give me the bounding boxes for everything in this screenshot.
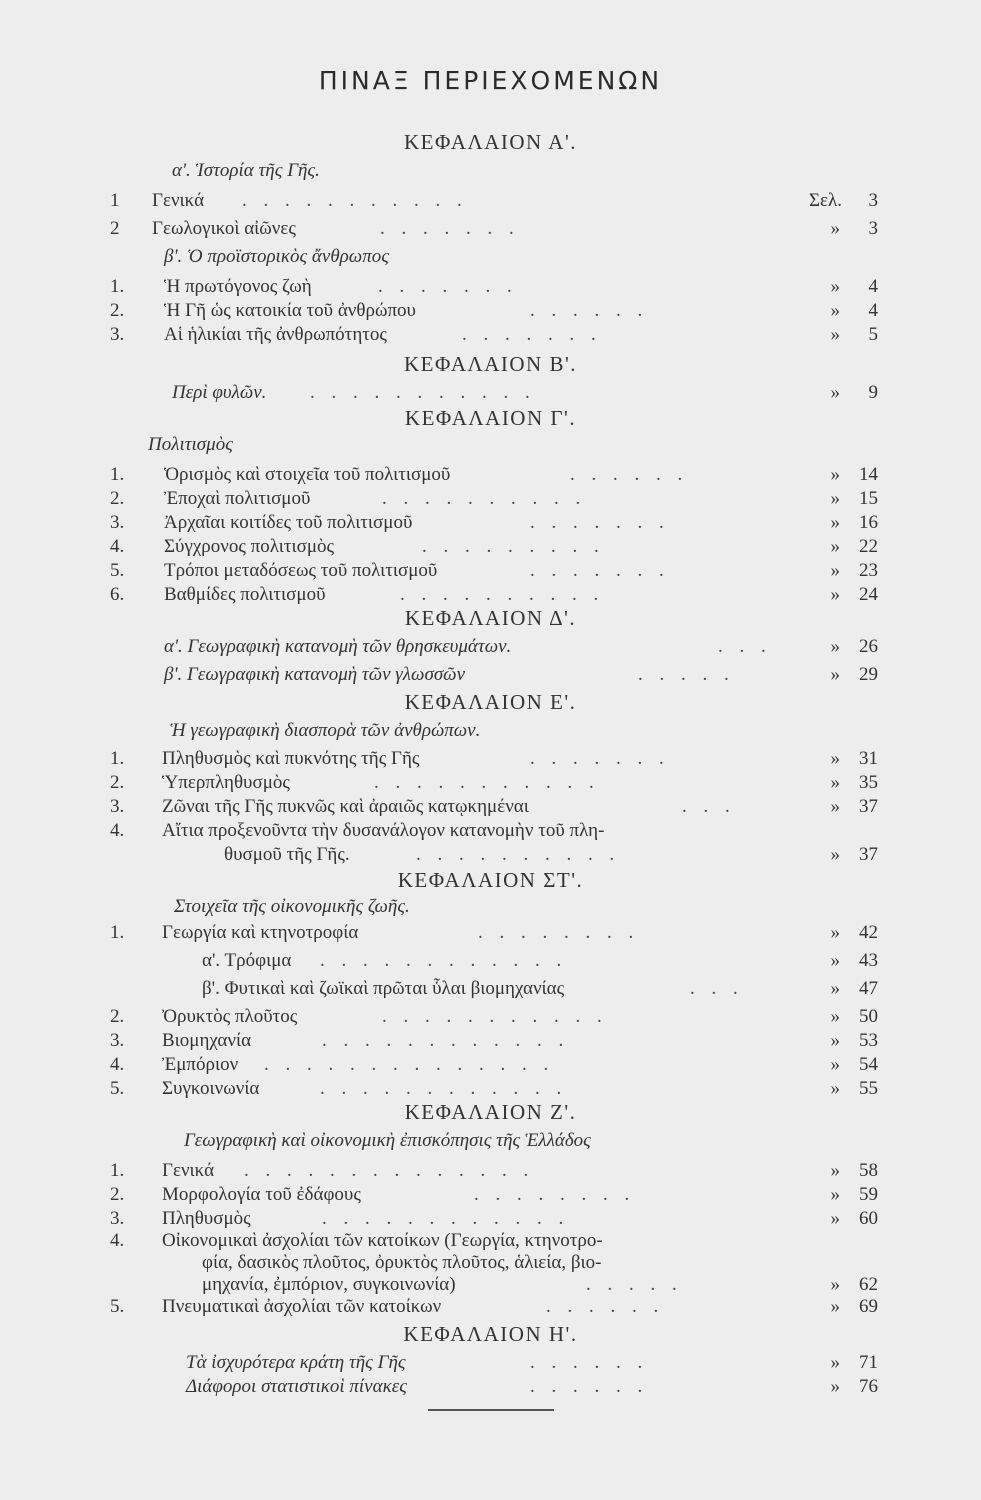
toc-entry[interactable]	[110, 922, 880, 946]
section-heading-z: Γεωγραφικὴ καὶ οἰκονομικὴ ἐπισκόπησις τῆς Ἑλλάδος	[184, 1130, 591, 1151]
chapter-heading-st: ΚΕΦΑΛΑΙΟΝ ΣΤ'.	[397, 868, 584, 892]
entry-number: 3.	[110, 1208, 125, 1229]
toc-entry[interactable]	[110, 324, 880, 348]
page-mark: »	[830, 1006, 840, 1027]
page-number: 60	[859, 1208, 878, 1229]
page-number: 47	[859, 978, 878, 999]
page-number: 69	[859, 1296, 878, 1317]
page-number: 54	[859, 1054, 878, 1075]
entry-title: Οἰκονομικαὶ ἀσχολίαι τῶν κατοίκων (Γεωργία, κτηνοτρο-	[162, 1230, 603, 1251]
leader-dots: . . . . .	[638, 664, 735, 685]
toc-entry[interactable]	[110, 464, 880, 488]
page-number: 26	[859, 636, 878, 657]
entry-title: Σύγχρονος πολιτισμὸς	[164, 536, 335, 557]
toc-entry[interactable]	[110, 978, 880, 1002]
toc-entry[interactable]	[110, 664, 880, 688]
leader-dots: . . .	[718, 636, 772, 657]
chapter-heading-a: ΚΕΦΑΛΑΙΟΝ Α'.	[403, 130, 577, 154]
entry-title: Γεωλογικοὶ αἰῶνες	[152, 218, 296, 239]
toc-entry[interactable]	[110, 276, 880, 300]
toc-entry[interactable]	[110, 1160, 880, 1184]
toc-entry[interactable]	[110, 1208, 880, 1232]
entry-number: 2.	[110, 300, 125, 321]
toc-entry[interactable]	[110, 636, 880, 660]
toc-entry-continued[interactable]	[110, 1274, 880, 1298]
toc-entry[interactable]	[110, 820, 880, 844]
entry-number: 4.	[110, 1054, 125, 1075]
entry-title: Γενικά	[162, 1160, 215, 1181]
leader-dots: . . . . . . .	[378, 276, 518, 297]
entry-number: 1.	[110, 748, 125, 769]
leader-dots: . . . . . . . . . .	[382, 488, 587, 509]
page-number: 23	[859, 560, 878, 581]
page-mark: »	[830, 584, 840, 605]
leader-dots: . . . . . . . . . . .	[374, 772, 600, 793]
entry-number: 2	[110, 218, 120, 239]
leader-dots: . . . . . . .	[380, 218, 520, 239]
entry-title: β'. Γεωγραφικὴ κατανομὴ τῶν γλωσσῶν	[164, 664, 466, 685]
entry-number: 1	[110, 190, 120, 211]
toc-entry[interactable]	[110, 796, 880, 820]
toc-entry[interactable]	[110, 190, 880, 214]
page-mark: »	[830, 772, 840, 793]
page-mark: »	[830, 1184, 840, 1205]
page-mark: »	[830, 1352, 840, 1373]
page-number: 22	[859, 536, 878, 557]
page-mark: »	[830, 300, 840, 321]
page-number: 55	[859, 1078, 878, 1099]
section-heading-e: Ἡ γεωγραφικὴ διασπορὰ τῶν ἀνθρώπων.	[170, 720, 481, 741]
entry-title: Ἐμπόριον	[162, 1054, 239, 1075]
page-mark: »	[830, 1274, 840, 1295]
leader-dots: . . . . . . . .	[474, 1184, 636, 1205]
entry-title-continued: μηχανία, ἐμπόριον, συγκοινωνία)	[202, 1274, 456, 1295]
page-mark: »	[830, 922, 840, 943]
toc-entry[interactable]	[110, 1006, 880, 1030]
section-heading-c: Πολιτισμὸς	[148, 434, 233, 455]
toc-entry[interactable]	[110, 584, 880, 608]
toc-entry[interactable]	[110, 218, 880, 242]
entry-title: Τὰ ἰσχυρότερα κράτη τῆς Γῆς	[186, 1352, 406, 1373]
entry-title: Αἱ ἡλικίαι τῆς ἀνθρωπότητος	[164, 324, 387, 345]
leader-dots: . . . . . . . . .	[422, 536, 605, 557]
entry-title: Ἡ Γῆ ὡς κατοικία τοῦ ἀνθρώπου	[164, 300, 416, 321]
entry-title: Γενικά	[152, 190, 205, 211]
entry-title: Ὑπερπληθυσμὸς	[162, 772, 290, 793]
page-title: ΠΙΝΑΞ ΠΕΡΙΕΧΟΜΕΝΩΝ	[318, 66, 663, 95]
page-label: Σελ.	[809, 190, 842, 211]
page-mark: »	[830, 276, 840, 297]
page-mark: »	[830, 560, 840, 581]
entry-number: 3.	[110, 796, 125, 817]
section-heading-a-1: α'. Ἱστορία τῆς Γῆς.	[172, 160, 320, 181]
entry-number: 5.	[110, 560, 125, 581]
entry-number: 5.	[110, 1296, 125, 1317]
page-mark: »	[830, 1296, 840, 1317]
entry-title: Περὶ φυλῶν.	[172, 382, 267, 403]
toc-entry[interactable]	[110, 950, 880, 974]
leader-dots: . . . . . . . . . . .	[242, 190, 468, 211]
toc-entry[interactable]	[110, 1054, 880, 1078]
entry-title: Ὀρυκτὸς πλοῦτος	[162, 1006, 298, 1027]
page-mark: »	[830, 536, 840, 557]
entry-number: 1.	[110, 1160, 125, 1181]
page-mark: »	[830, 978, 840, 999]
entry-number: 4.	[110, 1230, 125, 1251]
toc-entry[interactable]	[110, 300, 880, 324]
page-mark: »	[830, 324, 840, 345]
page-mark: »	[830, 1160, 840, 1181]
chapter-heading-d: ΚΕΦΑΛΑΙΟΝ Δ'.	[404, 606, 577, 630]
entry-title: Ἀρχαῖαι κοιτίδες τοῦ πολιτισμοῦ	[164, 512, 413, 533]
leader-dots: . . . . . . . . . . . . . .	[244, 1160, 535, 1181]
entry-number: 4.	[110, 536, 125, 557]
toc-entry[interactable]	[110, 1376, 880, 1400]
entry-number: 1.	[110, 464, 125, 485]
entry-title: Ἡ πρωτόγονος ζωὴ	[164, 276, 312, 297]
page-number: 53	[859, 1030, 878, 1051]
page-number: 37	[859, 844, 878, 865]
entry-number: 3.	[110, 512, 125, 533]
page-mark: »	[830, 1054, 840, 1075]
page-number: 62	[859, 1274, 878, 1295]
leader-dots: . . . . . .	[570, 464, 689, 485]
leader-dots: . . . . . . . . . . . .	[320, 1078, 568, 1099]
entry-title: Αἴτια προξενοῦντα τὴν δυσανάλογον κατανομὴν τοῦ πλη-	[162, 820, 605, 841]
page-number: 76	[859, 1376, 878, 1397]
leader-dots: . . . . . . . . . . . . . .	[264, 1054, 555, 1075]
leader-dots: . . . . . . .	[530, 748, 670, 769]
leader-dots: . . . . . . . .	[478, 922, 640, 943]
toc-entry[interactable]	[110, 772, 880, 796]
page-mark: »	[830, 1078, 840, 1099]
toc-entry[interactable]	[110, 1352, 880, 1376]
page-mark: »	[830, 218, 840, 239]
leader-dots: . . .	[682, 796, 736, 817]
leader-dots: . . . . . . . . . . . .	[322, 1030, 570, 1051]
leader-dots: . . . . . . . . . . . .	[320, 950, 568, 971]
page-mark: »	[830, 1030, 840, 1051]
entry-title: Πληθυσμὸς καὶ πυκνότης τῆς Γῆς	[162, 748, 420, 769]
toc-entry[interactable]	[110, 488, 880, 512]
entry-title: α'. Τρόφιμα	[202, 950, 292, 971]
leader-dots: . . . . . . .	[530, 560, 670, 581]
leader-dots: . . . . .	[586, 1274, 683, 1295]
page-number: 16	[859, 512, 878, 533]
leader-dots: . . . . . .	[546, 1296, 665, 1317]
entry-number: 3.	[110, 1030, 125, 1051]
page-mark: »	[830, 512, 840, 533]
toc-entry-continued[interactable]	[110, 1252, 880, 1276]
page-mark: »	[830, 1376, 840, 1397]
page-number: 3	[868, 218, 878, 239]
page-number: 9	[868, 382, 878, 403]
leader-dots: . . . . . .	[530, 1376, 649, 1397]
entry-title: Γεωργία καὶ κτηνοτροφία	[162, 922, 359, 943]
closing-rule	[428, 1409, 554, 1411]
page-mark: »	[830, 664, 840, 685]
entry-title: Ὁρισμὸς καὶ στοιχεῖα τοῦ πολιτισμοῦ	[164, 464, 451, 485]
chapter-heading-b: ΚΕΦΑΛΑΙΟΝ Β'.	[403, 352, 577, 376]
toc-entry-continued[interactable]	[110, 844, 880, 868]
page-number: 5	[868, 324, 878, 345]
leader-dots: . . . . . .	[530, 300, 649, 321]
toc-entry[interactable]	[110, 748, 880, 772]
page-mark: »	[830, 844, 840, 865]
entry-number: 4.	[110, 820, 125, 841]
entry-title: Βαθμίδες πολιτισμοῦ	[164, 584, 326, 605]
entry-title: β'. Φυτικαὶ καὶ ζωϊκαὶ πρῶται ὗλαι βιομηχανίας	[202, 978, 565, 999]
page-number: 24	[859, 584, 878, 605]
entry-title: Πληθυσμὸς	[162, 1208, 251, 1229]
entry-title: Συγκοινωνία	[162, 1078, 260, 1099]
section-heading-a-2: β'. Ὁ προϊστορικὸς ἄνθρωπος	[164, 246, 389, 267]
entry-number: 2.	[110, 488, 125, 509]
leader-dots: . . . . . . . . . .	[416, 844, 621, 865]
toc-entry[interactable]	[110, 1230, 880, 1254]
page-number: 3	[868, 190, 878, 211]
chapter-heading-h: ΚΕΦΑΛΑΙΟΝ Η'.	[403, 1322, 578, 1346]
page-number: 58	[859, 1160, 878, 1181]
leader-dots: . . . . . .	[530, 1352, 649, 1373]
entry-title-continued: φία, δασικὸς πλοῦτος, ὀρυκτὸς πλοῦτος, ἁλιεία, βιο-	[202, 1252, 602, 1273]
leader-dots: . . . . . . . . . . . .	[322, 1208, 570, 1229]
page-mark: »	[830, 796, 840, 817]
page-number: 15	[859, 488, 878, 509]
page-mark: »	[830, 464, 840, 485]
entry-title: Τρόποι μεταδόσεως τοῦ πολιτισμοῦ	[164, 560, 438, 581]
toc-entry[interactable]	[110, 512, 880, 536]
leader-dots: . . . . . . . . . . .	[382, 1006, 608, 1027]
entry-number: 1.	[110, 922, 125, 943]
entry-title: Μορφολογία τοῦ ἐδάφους	[162, 1184, 361, 1205]
page-mark: »	[830, 748, 840, 769]
page-number: 43	[859, 950, 878, 971]
page-mark: »	[830, 950, 840, 971]
chapter-heading-z: ΚΕΦΑΛΑΙΟΝ Ζ'.	[404, 1100, 577, 1124]
toc-entry[interactable]	[110, 1078, 880, 1102]
entry-title-continued: θυσμοῦ τῆς Γῆς.	[224, 844, 350, 865]
page-number: 50	[859, 1006, 878, 1027]
entry-title: α'. Γεωγραφικὴ κατανομὴ τῶν θρησκευμάτων.	[164, 636, 512, 657]
leader-dots: . . . . . . .	[530, 512, 670, 533]
section-heading-st: Στοιχεῖα τῆς οἰκονομικῆς ζωῆς.	[174, 896, 410, 917]
entry-title: Ἐποχαὶ πολιτισμοῦ	[164, 488, 311, 509]
leader-dots: . . . . . . . . . .	[400, 584, 605, 605]
page-mark: »	[830, 488, 840, 509]
toc-entry[interactable]	[110, 536, 880, 560]
page-number: 42	[859, 922, 878, 943]
page-mark: »	[830, 382, 840, 403]
entry-title: Ζῶναι τῆς Γῆς πυκνῶς καὶ ἀραιῶς κατῳκημέναι	[162, 796, 529, 817]
entry-number: 2.	[110, 772, 125, 793]
entry-number: 3.	[110, 324, 125, 345]
page-number: 29	[859, 664, 878, 685]
leader-dots: . . .	[690, 978, 744, 999]
entry-number: 5.	[110, 1078, 125, 1099]
toc-entry[interactable]	[110, 1184, 880, 1208]
page-number: 37	[859, 796, 878, 817]
entry-number: 2.	[110, 1184, 125, 1205]
page-mark: »	[830, 636, 840, 657]
toc-entry[interactable]	[110, 382, 880, 406]
leader-dots: . . . . . . . . . . .	[310, 382, 536, 403]
entry-title: Διάφοροι στατιστικοὶ πίνακες	[186, 1376, 407, 1397]
entry-title: Βιομηχανία	[162, 1030, 252, 1051]
entry-title: Πνευματικαὶ ἀσχολίαι τῶν κατοίκων	[162, 1296, 442, 1317]
entry-number: 6.	[110, 584, 125, 605]
toc-entry[interactable]	[110, 1030, 880, 1054]
page-number: 31	[859, 748, 878, 769]
page-number: 4	[868, 300, 878, 321]
chapter-heading-e: ΚΕΦΑΛΑΙΟΝ Ε'.	[404, 690, 577, 714]
page-number: 71	[859, 1352, 878, 1373]
toc-entry[interactable]	[110, 1296, 880, 1320]
page-number: 4	[868, 276, 878, 297]
page-number: 35	[859, 772, 878, 793]
page-number: 59	[859, 1184, 878, 1205]
entry-number: 1.	[110, 276, 125, 297]
chapter-heading-c: ΚΕΦΑΛΑΙΟΝ Γ'.	[404, 406, 577, 430]
page-mark: »	[830, 1208, 840, 1229]
leader-dots: . . . . . . .	[462, 324, 602, 345]
entry-number: 2.	[110, 1006, 125, 1027]
page-number: 14	[859, 464, 878, 485]
toc-entry[interactable]	[110, 560, 880, 584]
